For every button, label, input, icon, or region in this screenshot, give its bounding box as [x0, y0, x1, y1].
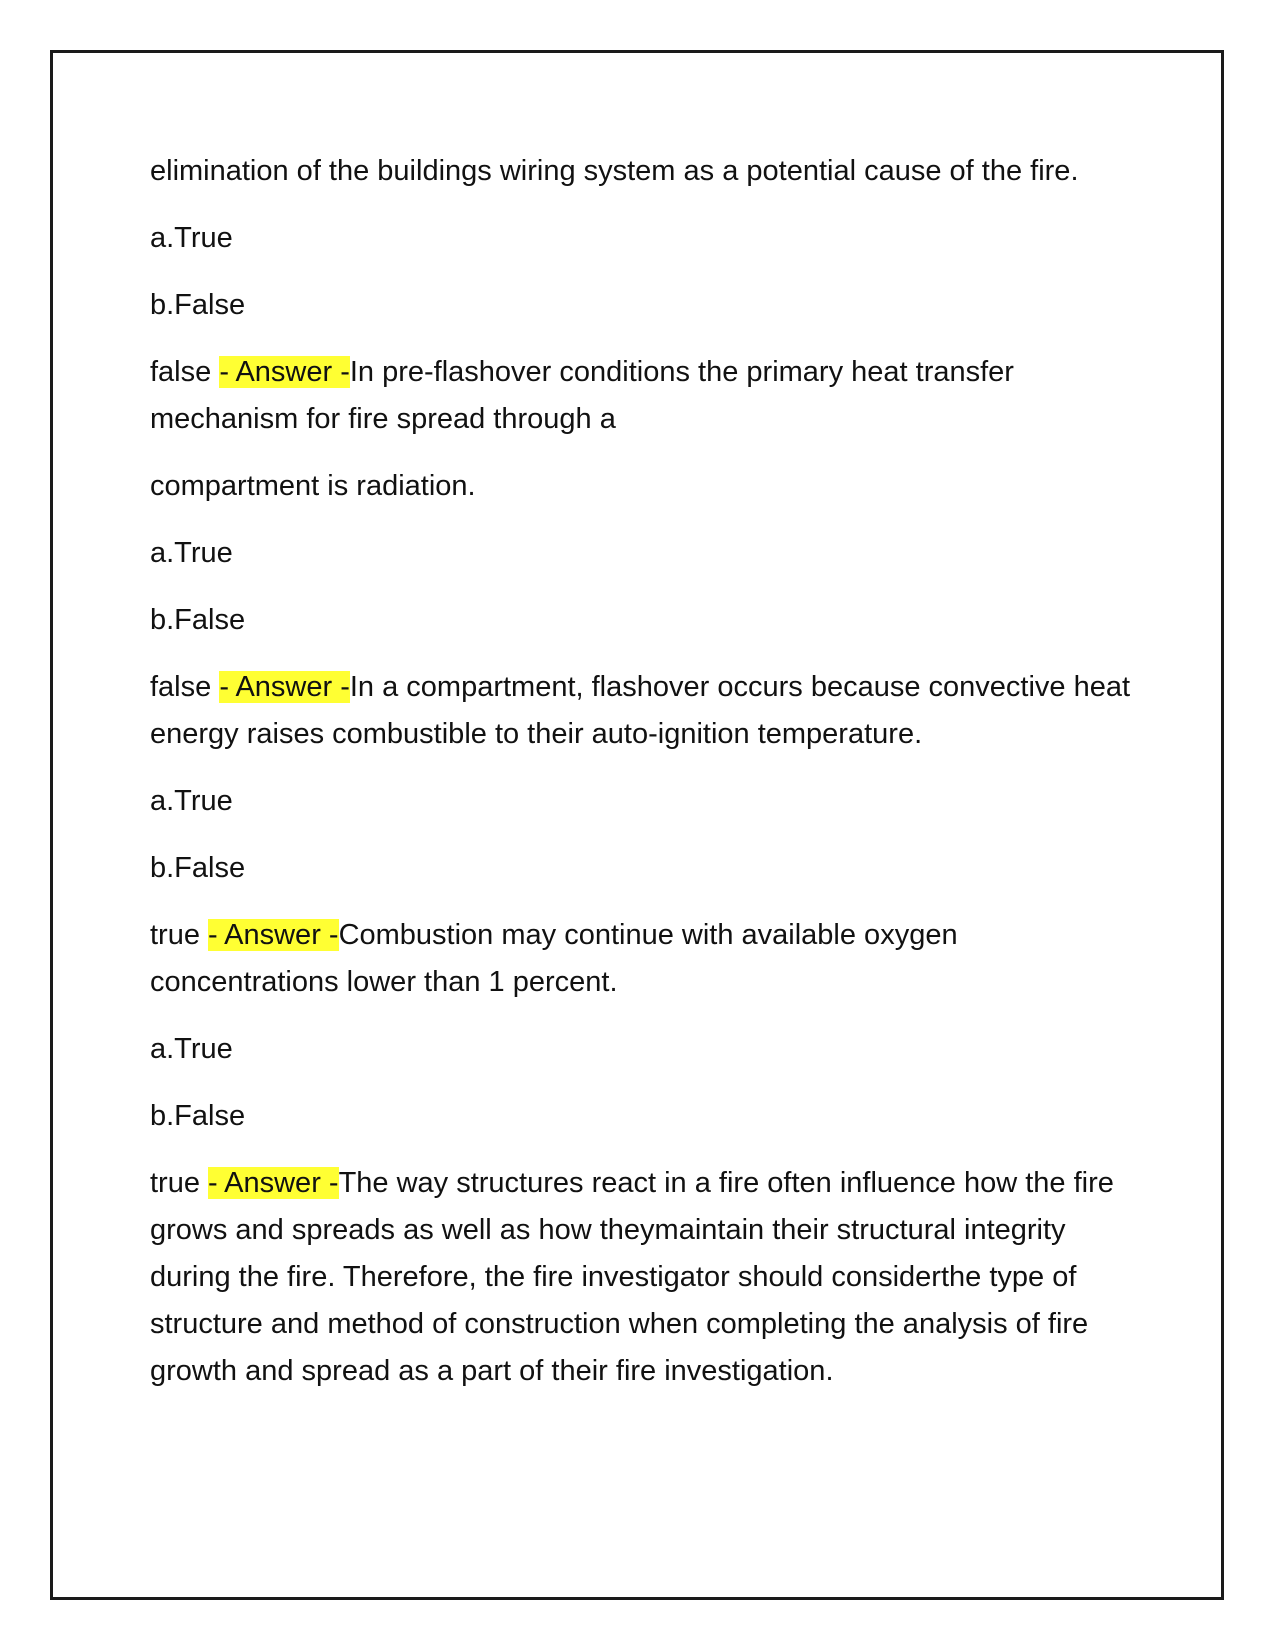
- option-text: a.True: [150, 1033, 233, 1065]
- option-text: b.False: [150, 852, 246, 884]
- answer-question: [150, 664, 1140, 758]
- option-text: a.True: [150, 537, 233, 569]
- answer-question: [150, 1160, 1140, 1395]
- option-true: [150, 1026, 1140, 1073]
- document-body: [150, 148, 1140, 1415]
- answer-value: false: [150, 671, 220, 703]
- option-false: [150, 845, 1140, 892]
- answer-highlight: - Answer -: [208, 919, 339, 951]
- option-true: [150, 778, 1140, 825]
- answer-question: [150, 349, 1140, 443]
- option-text: b.False: [150, 604, 246, 636]
- paragraph-text: compartment is radiation.: [150, 470, 476, 502]
- option-false: [150, 1093, 1140, 1140]
- option-false: [150, 282, 1140, 329]
- answer-highlight: - Answer -: [208, 1167, 339, 1199]
- answer-question: [150, 912, 1140, 1006]
- question-text: In pre-flashover conditions the primary heat transfer mechanism for fire spread through a: [150, 356, 1014, 435]
- question-text: Combustion may continue with available oxygen concentrations lower than 1 percent.: [150, 919, 958, 998]
- answer-value: true: [150, 919, 209, 951]
- answer-highlight: - Answer -: [219, 671, 350, 703]
- answer-value: true: [150, 1167, 209, 1199]
- option-text: b.False: [150, 289, 246, 321]
- answer-value: false: [150, 356, 220, 388]
- paragraph: [150, 463, 1140, 510]
- option-text: b.False: [150, 1100, 246, 1132]
- paragraph: [150, 148, 1140, 195]
- option-text: a.True: [150, 785, 233, 817]
- option-text: a.True: [150, 222, 233, 254]
- option-true: [150, 215, 1140, 262]
- option-false: [150, 597, 1140, 644]
- answer-highlight: - Answer -: [219, 356, 350, 388]
- option-true: [150, 530, 1140, 577]
- question-text: The way structures react in a fire often influence how the fire grows and spreads as well as how theymaintain their structural integrity during the fire. Therefore, the fire investigator should considerthe type of structure and method of construction when completing the analysis of fire growth and spread as a part of their fire investigation.: [150, 1167, 1114, 1387]
- question-text: In a compartment, flashover occurs because convective heat energy raises combustible to their auto-ignition temperature.: [150, 671, 1131, 750]
- paragraph-text: elimination of the buildings wiring system as a potential cause of the fire.: [150, 155, 1079, 187]
